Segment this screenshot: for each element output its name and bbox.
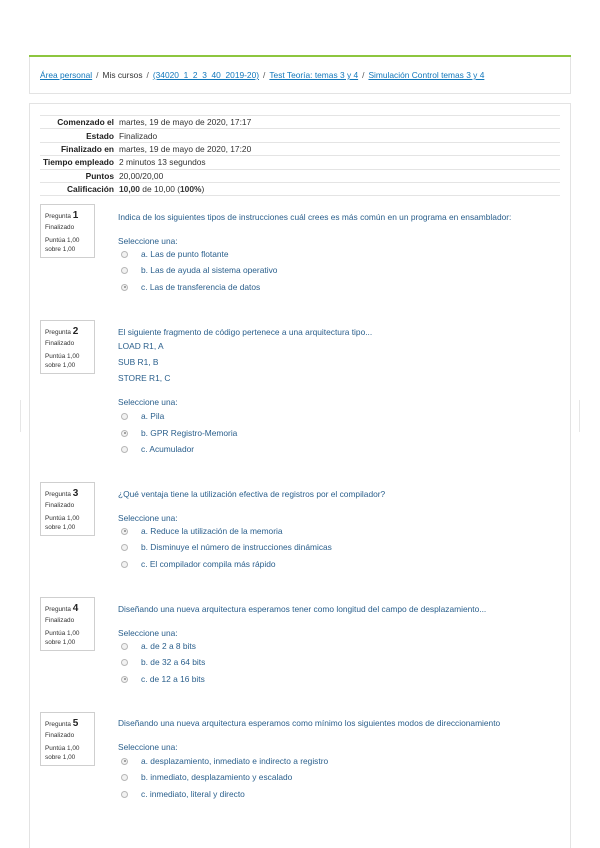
radio-button[interactable]	[121, 446, 128, 453]
summary-row-grade	[40, 182, 560, 195]
breadcrumb-separator: /	[146, 70, 149, 80]
question-state: Finalizado	[45, 502, 75, 509]
question-max-grade: sobre 1,00	[45, 523, 76, 531]
question-grade: Puntúa 1,00	[45, 515, 80, 523]
question-text-5: Diseñando una nueva arquitectura esperamos como mínimo los siguientes modos de direccionamiento	[118, 718, 501, 728]
summary-label: Puntos	[85, 170, 114, 181]
radio-button[interactable]	[121, 544, 128, 551]
radio-button-selected[interactable]	[121, 676, 128, 683]
question-max-grade: sobre 1,00	[45, 361, 76, 369]
question-state: Finalizado	[45, 617, 75, 624]
breadcrumb-link-simulation[interactable]: Simulación Control temas 3 y 4	[368, 70, 485, 80]
select-prompt: Seleccione una:	[118, 628, 178, 638]
grade-score: 10,00	[119, 184, 140, 195]
question-number: Pregunta 2	[45, 326, 79, 337]
summary-value: Finalizado	[119, 130, 158, 141]
right-page-marker	[579, 400, 580, 432]
summary-row-time	[40, 156, 560, 169]
answer-option-1c[interactable]	[121, 282, 260, 292]
option-label: b. Disminuye el número de instrucciones dinámicas	[141, 542, 332, 552]
option-label: c. Acumulador	[141, 444, 195, 454]
answer-option-3b[interactable]	[121, 542, 332, 552]
select-prompt: Seleccione una:	[118, 742, 178, 752]
breadcrumb-bar	[29, 57, 571, 94]
summary-label: Comenzado el	[57, 117, 114, 128]
code-line: STORE R1, C	[118, 373, 171, 383]
summary-label: Calificación	[66, 184, 114, 195]
answer-option-2b[interactable]	[121, 428, 237, 438]
grade-out-of: de 10,00 (	[139, 184, 181, 195]
question-state: Finalizado	[45, 732, 75, 739]
question-info-1	[40, 204, 95, 258]
code-line: SUB R1, B	[118, 357, 159, 367]
question-state: Finalizado	[45, 340, 75, 347]
radio-button[interactable]	[121, 413, 128, 420]
summary-value	[119, 182, 560, 195]
summary-value: martes, 19 de mayo de 2020, 17:17	[119, 117, 252, 128]
radio-button[interactable]	[121, 791, 128, 798]
answer-option-5b[interactable]	[121, 772, 292, 782]
option-label: b. de 32 a 64 bits	[141, 657, 206, 667]
question-state: Finalizado	[45, 224, 75, 231]
left-page-marker	[20, 400, 21, 432]
summary-label: Finalizado en	[60, 143, 114, 154]
radio-button-selected[interactable]	[121, 430, 128, 437]
breadcrumb-separator: /	[96, 70, 99, 80]
select-prompt: Seleccione una:	[118, 513, 178, 523]
question-grade: Puntúa 1,00	[45, 237, 80, 245]
option-label: a. Reduce la utilización de la memoria	[141, 526, 283, 536]
option-label: b. Las de ayuda al sistema operativo	[141, 265, 278, 275]
option-label: a. Pila	[141, 411, 165, 421]
option-label: c. El compilador compila más rápido	[141, 559, 276, 569]
summary-row-state	[40, 129, 560, 142]
option-label: a. desplazamiento, inmediato e indirecto a registro	[141, 756, 329, 766]
question-text-1: Indica de los siguientes tipos de instrucciones cuál crees es más común en un programa en ensamblador:	[118, 212, 512, 222]
option-label: b. inmediato, desplazamiento y escalado	[141, 772, 293, 782]
option-label: a. Las de punto flotante	[141, 249, 229, 259]
answer-option-2c[interactable]	[121, 444, 194, 454]
radio-button[interactable]	[121, 267, 128, 274]
summary-value: 20,00/20,00	[119, 170, 164, 181]
summary-label: Tiempo empleado	[42, 157, 114, 168]
answer-option-3a[interactable]	[121, 526, 283, 536]
answer-option-4b[interactable]	[121, 657, 205, 667]
question-number: Pregunta 4	[45, 603, 79, 614]
question-grade: Puntúa 1,00	[45, 745, 80, 753]
breadcrumb-link-area-personal[interactable]: Área personal	[40, 70, 93, 80]
question-info-5	[40, 712, 95, 766]
summary-label: Estado	[86, 130, 114, 141]
answer-option-5a[interactable]	[121, 756, 328, 766]
radio-button-selected[interactable]	[121, 528, 128, 535]
radio-button[interactable]	[121, 251, 128, 258]
question-max-grade: sobre 1,00	[45, 245, 76, 253]
summary-value: martes, 19 de mayo de 2020, 17:20	[119, 143, 252, 154]
question-grade: Puntúa 1,00	[45, 353, 80, 361]
summary-value: 2 minutos 13 segundos	[119, 157, 206, 168]
option-label: b. GPR Registro-Memoria	[141, 428, 238, 438]
question-info-3	[40, 482, 95, 536]
breadcrumb-separator: /	[362, 70, 365, 80]
radio-button[interactable]	[121, 643, 128, 650]
attempt-summary-table	[40, 115, 560, 196]
breadcrumb-link-test[interactable]: Test Teoría: temas 3 y 4	[269, 70, 359, 80]
breadcrumb	[40, 70, 484, 80]
breadcrumb-link-course[interactable]: (34020_1_2_3_40_2019-20)	[152, 70, 260, 80]
answer-option-4c[interactable]	[121, 674, 205, 684]
answer-option-5c[interactable]	[121, 789, 245, 799]
option-label: c. de 12 a 16 bits	[141, 674, 205, 684]
answer-option-1b[interactable]	[121, 265, 277, 275]
answer-option-4a[interactable]	[121, 641, 196, 651]
question-number: Pregunta 5	[45, 718, 79, 729]
grade-percent: 100%	[180, 184, 202, 195]
summary-row-marks	[40, 169, 560, 182]
question-max-grade: sobre 1,00	[45, 638, 76, 646]
code-line: LOAD R1, A	[118, 341, 164, 351]
question-number: Pregunta 1	[45, 210, 79, 221]
question-grade: Puntúa 1,00	[45, 630, 80, 638]
summary-row-completed	[40, 142, 560, 155]
question-number: Pregunta 3	[45, 488, 79, 499]
grade-close: )	[201, 184, 205, 195]
question-text-3: ¿Qué ventaja tiene la utilización efectiva de registros por el compilador?	[118, 489, 386, 499]
select-prompt: Seleccione una:	[118, 236, 178, 246]
answer-option-1a[interactable]	[121, 249, 229, 259]
question-text-4: Diseñando una nueva arquitectura esperamos tener como longitud del campo de desplazamiento...	[118, 604, 487, 614]
answer-option-2a[interactable]	[121, 411, 164, 421]
summary-row-started	[40, 116, 560, 129]
question-info-4	[40, 597, 95, 651]
answer-option-3c[interactable]	[121, 559, 276, 569]
option-label: c. inmediato, literal y directo	[141, 789, 245, 799]
breadcrumb-separator: /	[263, 70, 266, 80]
radio-button[interactable]	[121, 774, 128, 781]
option-label: c. Las de transferencia de datos	[141, 282, 261, 292]
select-prompt: Seleccione una:	[118, 397, 178, 407]
radio-button[interactable]	[121, 561, 128, 568]
question-info-2	[40, 320, 95, 374]
question-text-2: El siguiente fragmento de código pertenece a una arquitectura tipo...	[118, 327, 373, 337]
radio-button-selected[interactable]	[121, 758, 128, 765]
radio-button[interactable]	[121, 659, 128, 666]
breadcrumb-item-mis-cursos: Mis cursos	[102, 70, 143, 80]
option-label: a. de 2 a 8 bits	[141, 641, 196, 651]
radio-button-selected[interactable]	[121, 284, 128, 291]
question-max-grade: sobre 1,00	[45, 753, 76, 761]
